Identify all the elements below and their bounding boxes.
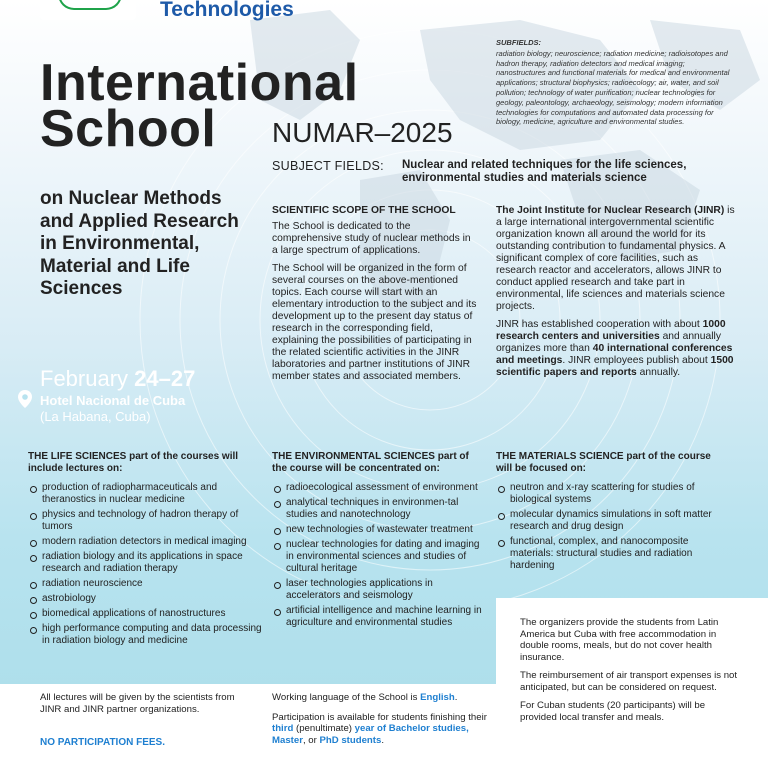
event-code: NUMAR–2025 [272,117,453,148]
scope-paragraph-2: The School will be organized in the form of several courses on the above-mentioned topics. Each course will start with an elementary introduction to the subject and its development up to the present day status of research in the corresponding field, explaining the possibilities of participating in the related scientific activities in the JINR laboratories and partner institutions of JINR member states and associated members. [272,263,477,382]
list-item: artificial intelligence and machine learning in agriculture and environmental studies [272,605,482,629]
scope-heading: SCIENTIFIC SCOPE OF THE SCHOOL [272,205,456,216]
language-note [272,692,492,704]
list-item: neutron and x-ray scattering for studies of biological systems [496,482,726,506]
list-item: new technologies of wastewater treatment [272,524,482,536]
jinr-name: The Joint Institute for Nuclear Research (JINR) [496,205,725,216]
logo-swoosh-icon [58,0,122,10]
life-sciences-column [28,451,266,650]
location-pin-icon [18,390,32,408]
materials-science-column [496,451,726,575]
subfields-block [496,38,736,127]
list-item: functional, complex, and nanocomposite materials: structural studies and radiation hardening [496,536,726,572]
no-fees-note: NO PARTICIPATION FEES. [40,737,166,748]
materials-science-list [496,482,726,572]
venue-city: (La Habana, Cuba) [40,409,151,424]
jinr-paragraph-2 [496,319,736,379]
participation-note [272,712,492,747]
list-item: laser technologies applications in accelerators and seismology [272,578,482,602]
organizers-note-2: The reimbursement of air transport expenses is not anticipated, but can be considered on request. [520,670,738,693]
part-g: . [381,734,384,746]
list-item: radioecological assessment of environment [272,482,482,494]
organizers-note-3: For Cuban students (20 participants) will be provided local transfer and meals. [520,700,706,723]
list-item: physics and technology of hadron therapy of tumors [28,509,266,533]
logo [40,0,136,20]
organizers-info [520,617,740,730]
subject-fields-text: Nuclear and related techniques for the life sciences, environmental studies and materials science [402,159,687,184]
list-item: molecular dynamics simulations in soft matter research and drug design [496,509,726,533]
list-item: radiation neuroscience [28,578,266,590]
list-item: astrobiology [28,593,266,605]
jinr-p2-c: and annually organizes more than [496,331,721,354]
environmental-sciences-list [272,482,482,629]
subject-fields-label: SUBJECT FIELDS: [272,159,384,173]
participation-info [272,692,492,754]
language-end: . [454,692,458,703]
jinr-p2-a: JINR has established cooperation with about [496,319,703,330]
event-days: 24–27 [134,366,196,391]
title-line-1: International [40,54,359,112]
life-sciences-heading: THE LIFE SCIENCES part of the courses will include lectures on: [28,451,239,474]
life-sciences-list [28,482,266,647]
part-c: (penultimate) [293,723,355,734]
language-value: English [420,692,455,703]
jinr-p2-b: 1000 research centers and universities [496,319,726,342]
jinr-paragraph-1 [496,205,736,313]
event-date [40,366,195,392]
list-item: nuclear technologies for dating and imaging in environmental sciences and studies of cultural heritage [272,539,482,575]
list-item: biomedical applications of nanostructures [28,608,266,620]
brand-name: Technologies [160,0,294,21]
materials-science-heading: THE MATERIALS SCIENCE part of the course will be focused on: [496,451,711,474]
scope-paragraph-1: The School is dedicated to the comprehensive study of nuclear methods in a large spectrum of applications. [272,221,471,256]
environmental-sciences-heading: THE ENVIRONMENTAL SCIENCES part of the course will be concentrated on: [272,451,469,474]
part-f: PhD students [319,734,382,746]
part-d: year of Bachelor studies, Master [272,723,469,746]
jinr-p2-d: 40 international conferences and meetings [496,343,733,366]
list-item: analytical techniques in environmen-tal studies and nanotechnology [272,497,482,521]
subfields-text: radiation biology; neuroscience; radiation medicine; radioisotopes and hadron therapy, radiation detectors and medical imaging; nanostructures and functional materials for medical and environmental applications; structural biophysics; radioecology; air, water, and soil pollution; technology of water purification; nuclear technologies for geology, paleontology, archaeology, seismology; modern information technologies for computations and automated data processing for biology, medicine, agriculture and environmental studies. [496,48,730,127]
scientific-scope [272,205,477,389]
language-text: Working language of the School is [272,692,421,703]
jinr-p2-f: 1500 scientific papers and reports [496,355,734,378]
part-a: Participation is available for students finishing their [272,711,487,723]
venue-name: Hotel Nacional de Cuba [40,393,186,408]
part-e: , or [302,734,320,746]
subfields-heading: SUBFIELDS: [496,38,541,47]
jinr-description [496,205,736,385]
lectures-note: All lectures will be given by the scientists from JINR and JINR partner organizations. [40,692,235,715]
jinr-p1-rest: is a large international intergovernmental scientific organization known all around the world for its outstanding contribution to fundamental physics. A significant complex of core facilities, such as research reactor and accelerators, allows JINR to conduct applied research and take part in environmental, life sciences and materials science projects. [496,205,735,312]
event-month: February [40,366,129,391]
list-item: radiation biology and its applications in space research and radiation therapy [28,551,266,575]
environmental-sciences-column [272,451,482,632]
organizers-note-1: The organizers provide the students from Latin America but Cuba with free accommodation in double rooms, meals, but do not cover health insurance. [520,617,719,663]
list-item: high performance computing and data processing in radiation biology and medicine [28,623,266,647]
jinr-p2-g: annually. [636,367,681,378]
list-item: modern radiation detectors in medical imaging [28,536,266,548]
subtitle: on Nuclear Methods and Applied Research in Environmental, Material and Life Sciences [40,188,239,299]
list-item: production of radiopharmaceuticals and theranostics in nuclear medicine [28,482,266,506]
title-line-2: School [40,100,217,158]
jinr-p2-e: . JINR employees publish about [562,355,711,366]
part-b: third [272,723,294,734]
